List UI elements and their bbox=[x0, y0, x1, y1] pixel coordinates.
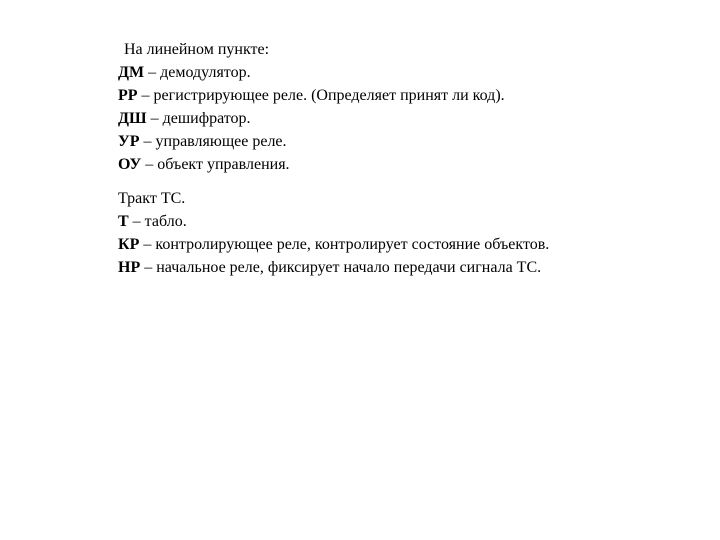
definition-text: – управляющее реле. bbox=[139, 133, 287, 150]
definition-line-kr bbox=[118, 233, 549, 256]
definition-text: – дешифратор. bbox=[146, 110, 251, 127]
definition-line-dsh bbox=[118, 107, 505, 130]
definition-text: – объект управления. bbox=[141, 156, 290, 173]
definition-text: – табло. bbox=[128, 213, 187, 230]
definition-text: – демодулятор. bbox=[144, 64, 251, 81]
definition-text: – начальное реле, фиксирует начало передачи сигнала ТС. bbox=[140, 259, 542, 276]
definition-abbr: Т bbox=[118, 213, 129, 230]
tc-path-section bbox=[118, 187, 549, 279]
definition-line-dm bbox=[118, 61, 505, 84]
definition-abbr: НР bbox=[118, 259, 141, 276]
definition-abbr: УР bbox=[118, 133, 140, 150]
definition-text: – регистрирующее реле. (Определяет принят ли код). bbox=[137, 87, 505, 104]
tc-path-heading: Тракт ТС. bbox=[118, 190, 186, 207]
definition-abbr: ДМ bbox=[118, 64, 145, 81]
linear-point-section bbox=[118, 38, 505, 176]
definition-line-rr bbox=[118, 84, 505, 107]
definition-line-t bbox=[118, 210, 549, 233]
definition-abbr: КР bbox=[118, 236, 140, 253]
definition-line-nr bbox=[118, 256, 549, 279]
definition-line-ou bbox=[118, 153, 505, 176]
definition-text: – контролирующее реле, контролирует состояние объектов. bbox=[139, 236, 550, 253]
definition-abbr: РР bbox=[118, 87, 138, 104]
definition-line-ur bbox=[118, 130, 505, 153]
definition-abbr: ОУ bbox=[118, 156, 142, 173]
definition-abbr: ДШ bbox=[118, 110, 147, 127]
linear-point-heading: На линейном пункте: bbox=[124, 41, 270, 58]
